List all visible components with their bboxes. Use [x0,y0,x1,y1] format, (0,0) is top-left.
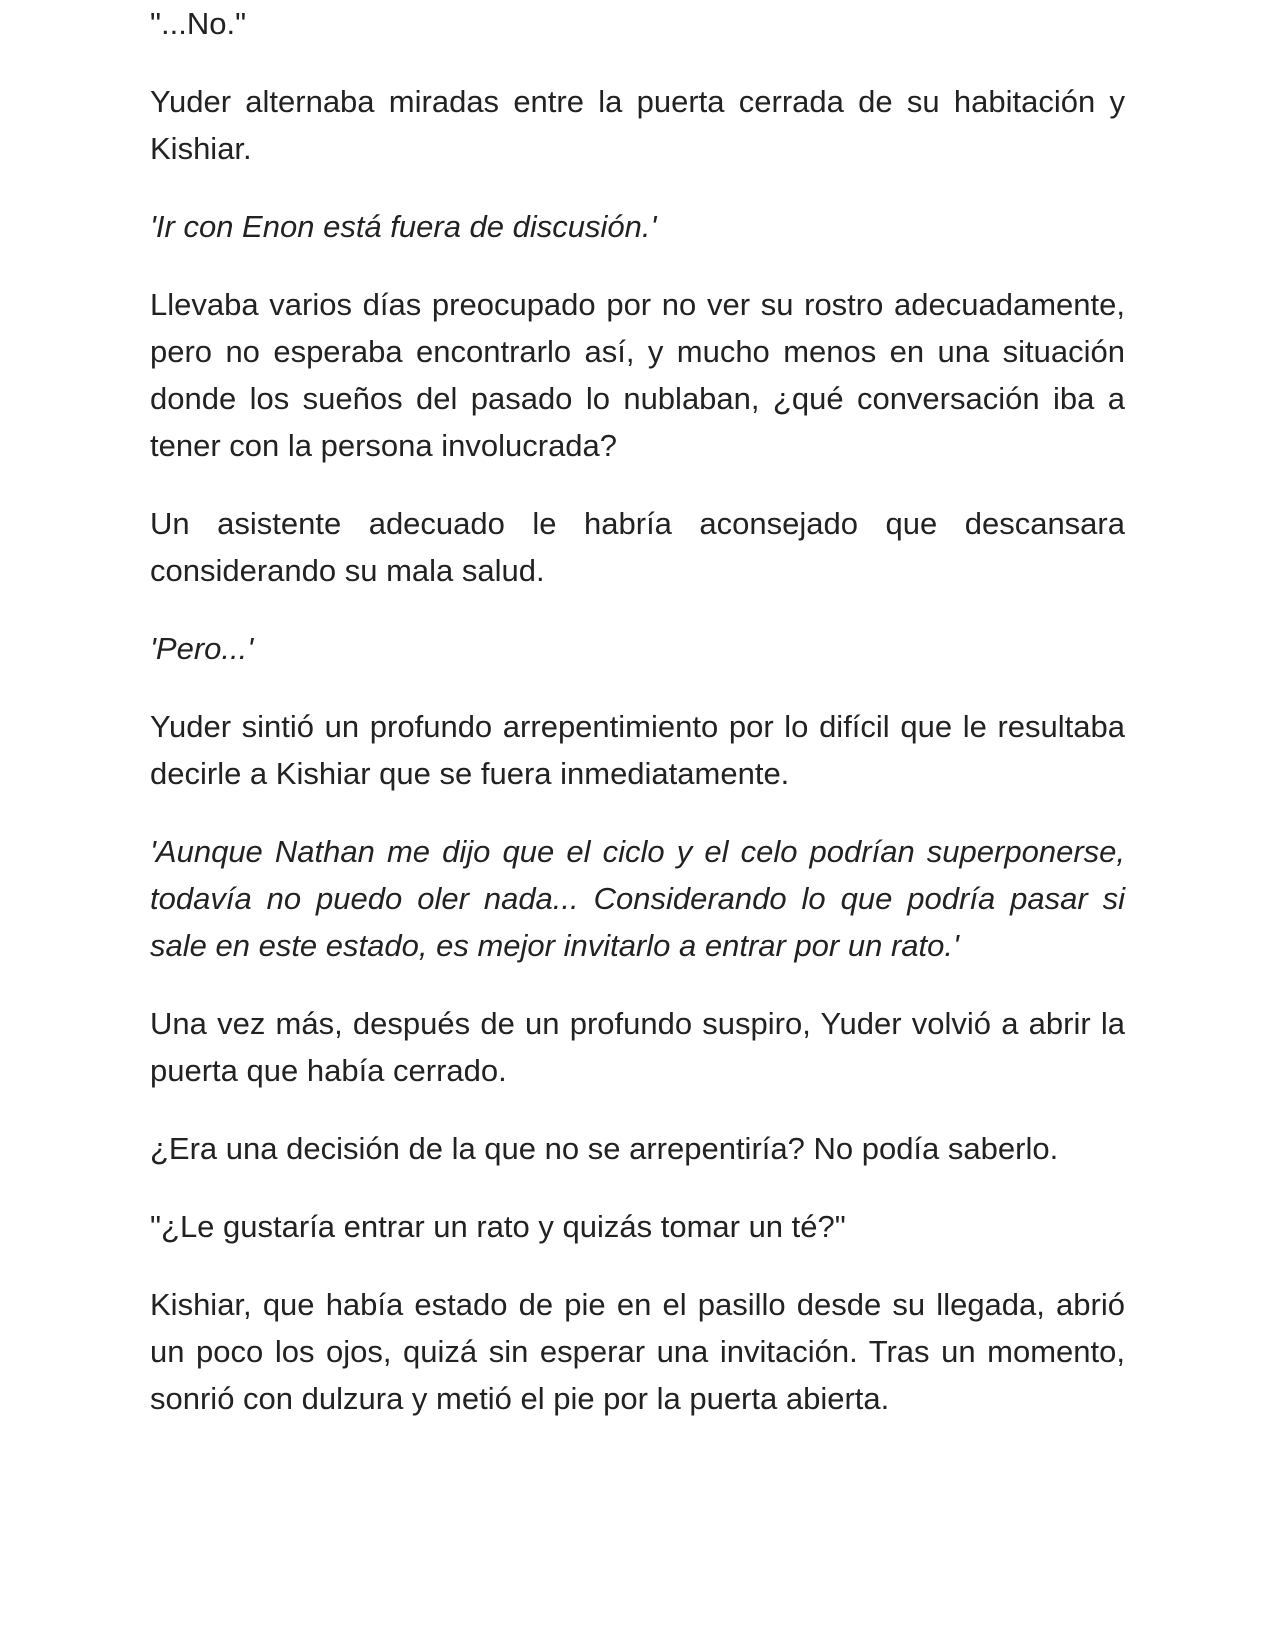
paragraph-thought-pero: 'Pero...' [150,631,254,666]
paragraph-assistant-advice: Un asistente adecuado le habría aconsejado que descansara considerando su mala salud. [150,506,1125,588]
paragraph-kishiar-enters: Kishiar, que había estado de pie en el pasillo desde su llegada, abrió un poco los ojos, quizá sin esperar una invitación. Tras un momento, sonrió con dulzura y metió el pie por la puerta abierta. [150,1287,1125,1416]
paragraph-thought-enon: 'Ir con Enon está fuera de discusión.' [150,209,657,244]
paragraph-open-door: Una vez más, después de un profundo suspiro, Yuder volvió a abrir la puerta que había cerrado. [150,1006,1125,1088]
paragraph-decision: ¿Era una decisión de la que no se arrepentiría? No podía saberlo. [150,1131,1059,1166]
paragraph-thought-nathan: 'Aunque Nathan me dijo que el ciclo y el celo podrían superponerse, todavía no puedo oler nada... Considerando lo que podría pasar si sale en este estado, es mejor invitarlo a entrar por un rato.' [150,834,1125,963]
document-page [150,0,1125,1453]
paragraph-dialogue-tea: "¿Le gustaría entrar un rato y quizás tomar un té?" [150,1209,846,1244]
paragraph-regret: Yuder sintió un profundo arrepentimiento por lo difícil que le resultaba decirle a Kishiar que se fuera inmediatamente. [150,709,1125,791]
paragraph-dialogue-no: "...No." [150,6,247,41]
paragraph-yuder-glances: Yuder alternaba miradas entre la puerta cerrada de su habitación y Kishiar. [150,84,1125,166]
paragraph-worried-face: Llevaba varios días preocupado por no ver su rostro adecuadamente, pero no esperaba encontrarlo así, y mucho menos en una situación donde los sueños del pasado lo nublaban, ¿qué conversación iba a tener con la persona involucrada? [150,287,1125,463]
